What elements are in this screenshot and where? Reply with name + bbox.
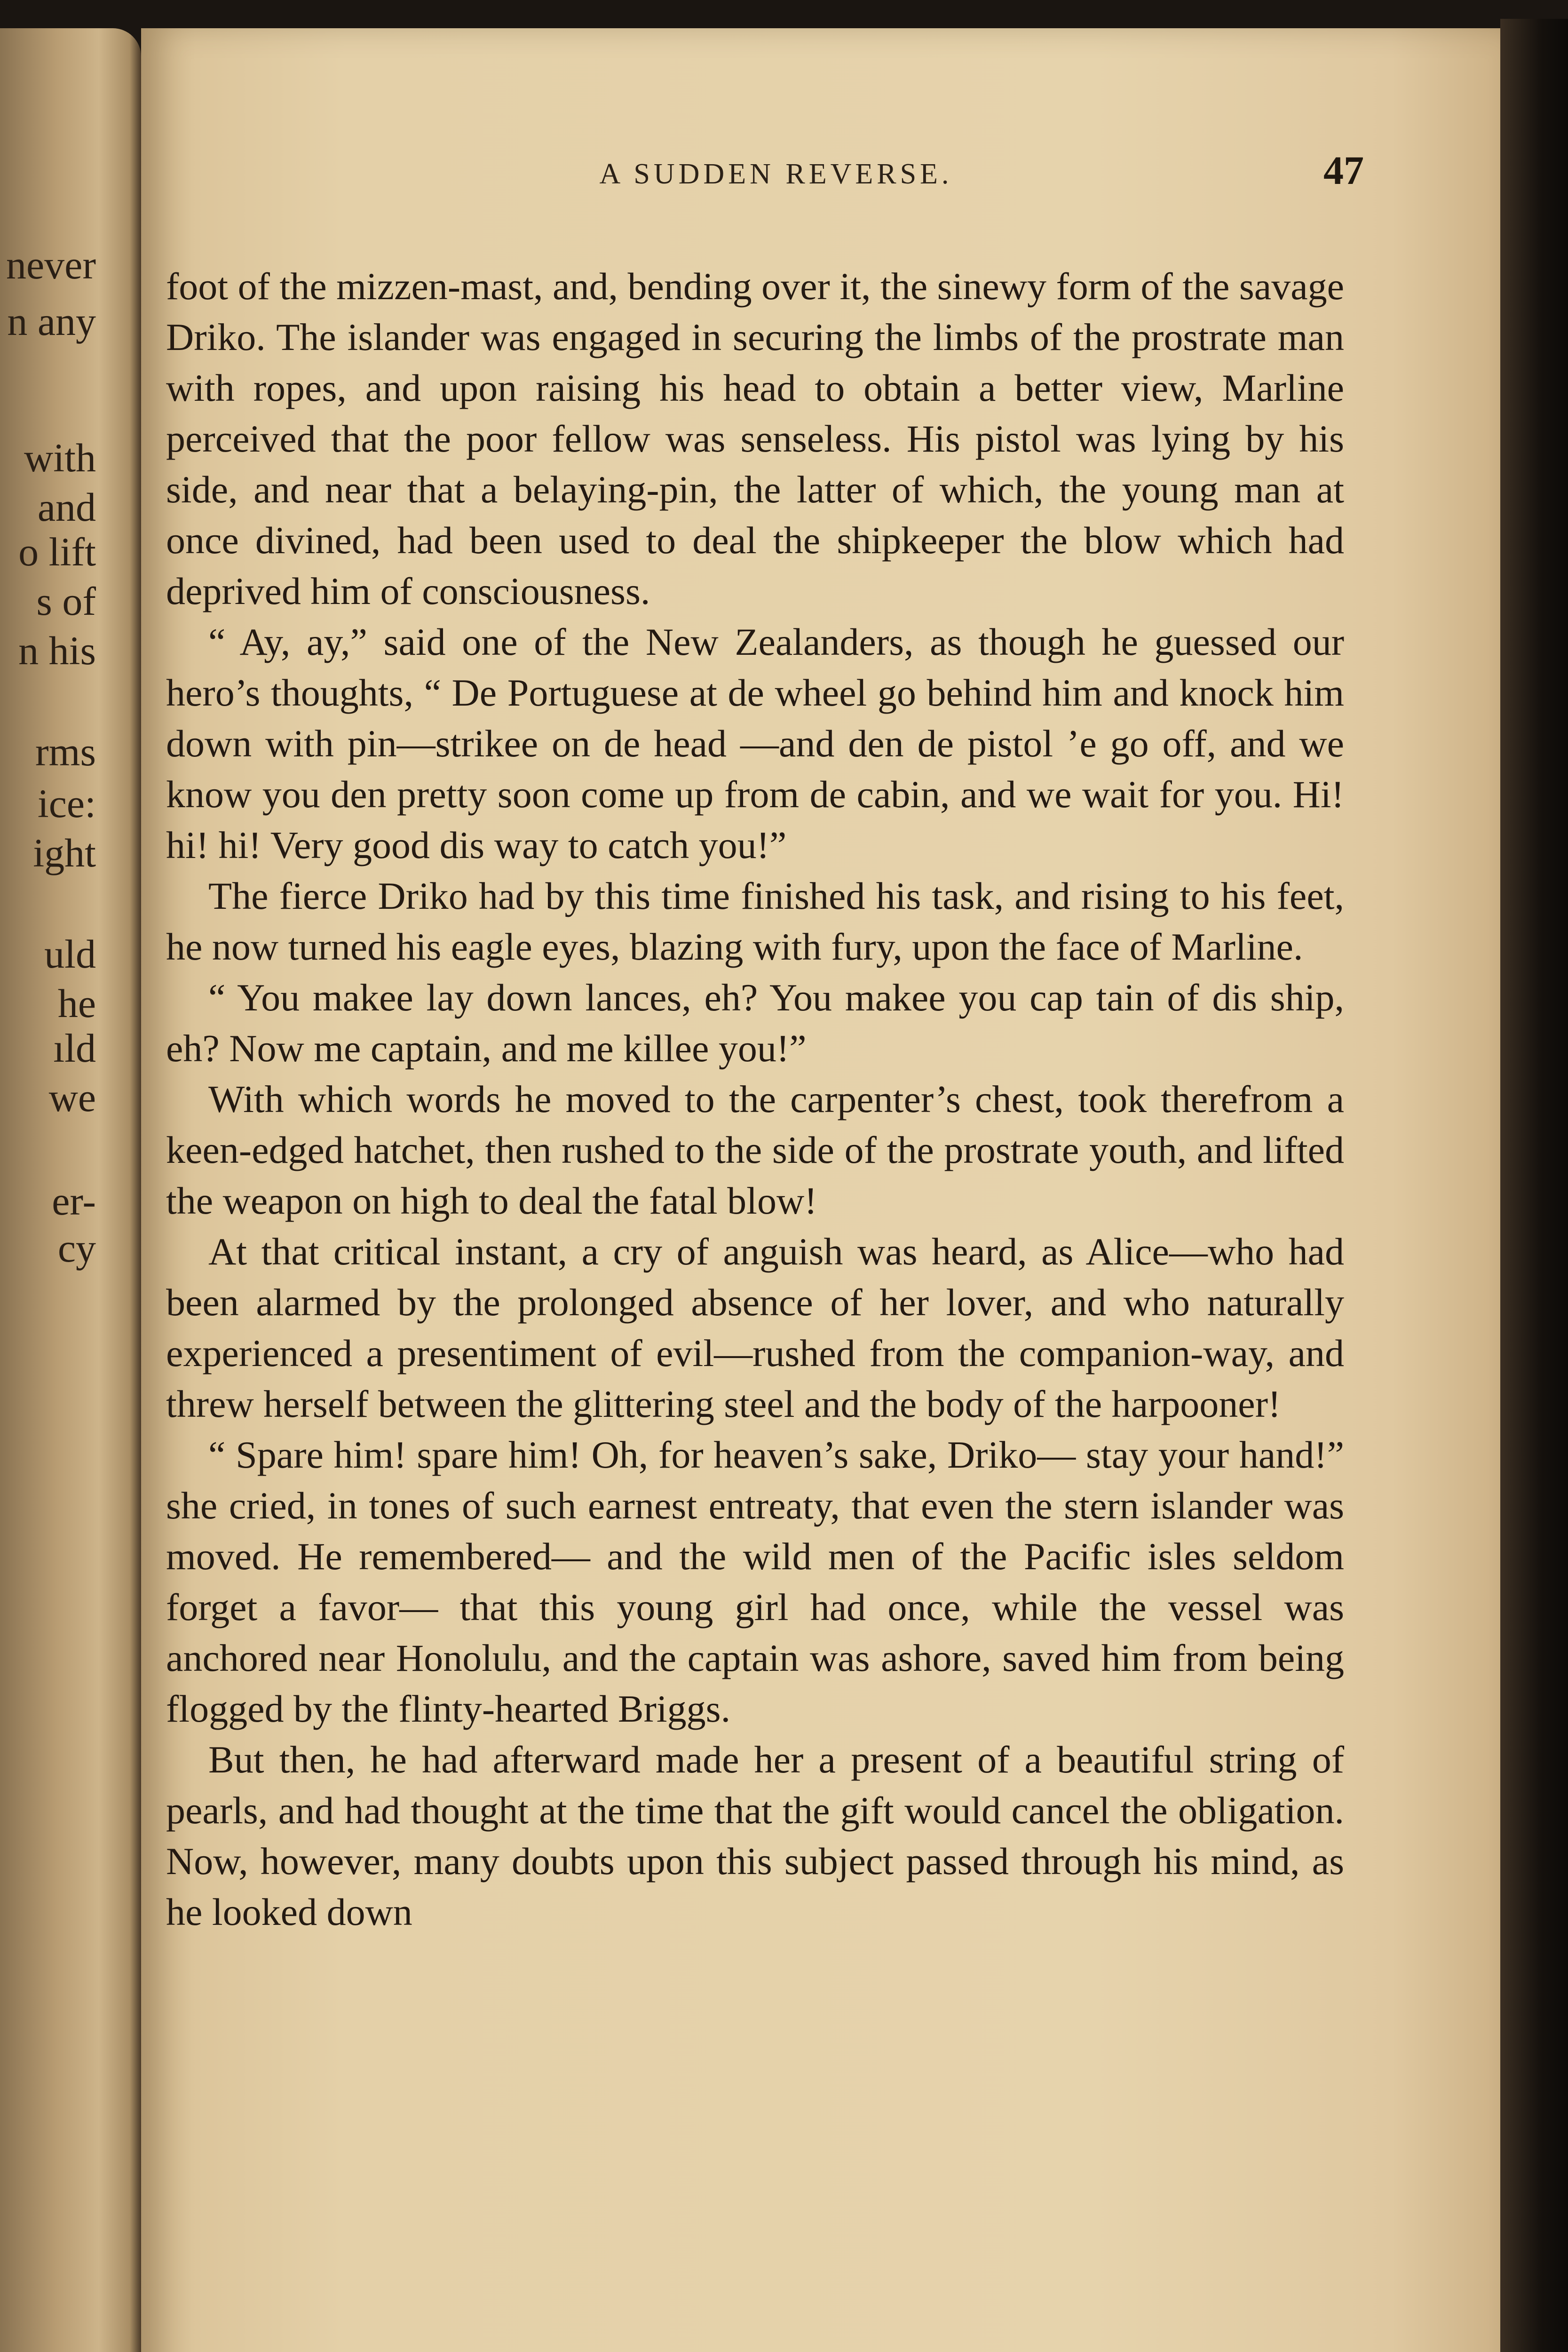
- facing-page-fragment: rms: [35, 729, 96, 774]
- facing-page-fragment: n any: [7, 299, 96, 344]
- facing-page: [0, 28, 141, 2352]
- facing-page-fragment: with: [24, 435, 96, 480]
- facing-page-fragment: we: [48, 1075, 96, 1120]
- paragraph: foot of the mizzen-mast, and, bending over it, the sinewy form of the savage Driko. The islander was engaged in securing the limbs of the prostrate man with ropes, and upon raising his head to obtain a better view, Marline perceived that the poor fellow was senseless. His pistol was lying by his side, and near that a belaying-pin, the latter of which, the young man at once divined, had been used to deal the shipkeeper the blow which had deprived him of consciousness.: [166, 265, 1344, 612]
- paragraph: “ You makee lay down lances, eh? You makee you cap tain of dis ship, eh? Now me captain, and me killee you!”: [166, 976, 1344, 1070]
- facing-page-fragment: never: [6, 242, 96, 287]
- page-number: 47: [1323, 148, 1364, 193]
- paragraph: The fierce Driko had by this time finished his task, and rising to his feet, he now turned his eagle eyes, blazing with fury, upon the face of Marline.: [166, 874, 1344, 968]
- paragraph: At that critical instant, a cry of anguish was heard, as Alice—who had been alarmed by the prolonged absence of her lover, and who naturally experienced a presentiment of evil—rushed from the companion-way, and threw herself between the glittering steel and the body of the harpooner!: [166, 1230, 1344, 1425]
- paragraph: “ Spare him! spare him! Oh, for heaven’s sake, Driko— stay your hand!” she cried, in tones of such earnest entreaty, that even the stern islander was moved. He remembered— and the wild men of the Pacific isles seldom forget a favor— that this young girl had once, while the vessel was anchored near Honolulu, and the captain was ashore, saved him from being flogged by the flinty-hearted Briggs.: [166, 1433, 1344, 1730]
- facing-page-fragment: er-: [52, 1178, 96, 1224]
- facing-page-fragment: s of: [36, 579, 96, 624]
- page-edge: [1500, 19, 1568, 2352]
- running-head: A SUDDEN REVERSE.: [599, 158, 953, 190]
- facing-page-fragment: n his: [18, 628, 96, 673]
- facing-page-fragment: o lift: [18, 529, 96, 574]
- facing-page-fragment: ice:: [37, 781, 96, 826]
- paragraph: With which words he moved to the carpenter’s chest, took therefrom a keen-edged hatchet, then rushed to the side of the prostrate youth, and lifted the weapon on high to deal the fatal blow!: [166, 1078, 1344, 1222]
- paragraph: But then, he had afterward made her a present of a beautiful string of pearls, and had thought at the time that the gift would cancel the obligation. Now, however, many doubts upon this subject passed through his mind, as he looked down: [166, 1738, 1344, 1933]
- facing-page-fragment: cy: [57, 1225, 96, 1271]
- paragraph: “ Ay, ay,” said one of the New Zealanders, as though he guessed our hero’s thoughts, “ De Portuguese at de wheel go behind him and knock him down with pin—strikee on de head —and den de pistol ’e go off, and we know you den pretty soon come up from de cabin, and we wait for you. Hi! hi! hi! Very good dis way to catch you!”: [166, 620, 1344, 866]
- facing-page-fragment: he: [57, 981, 96, 1026]
- facing-page-fragment: ight: [33, 830, 96, 875]
- facing-page-fragment: ıld: [53, 1025, 96, 1071]
- facing-page-fragment: and: [37, 485, 96, 530]
- facing-page-fragment: uld: [44, 931, 96, 977]
- body-text: [166, 261, 1344, 1938]
